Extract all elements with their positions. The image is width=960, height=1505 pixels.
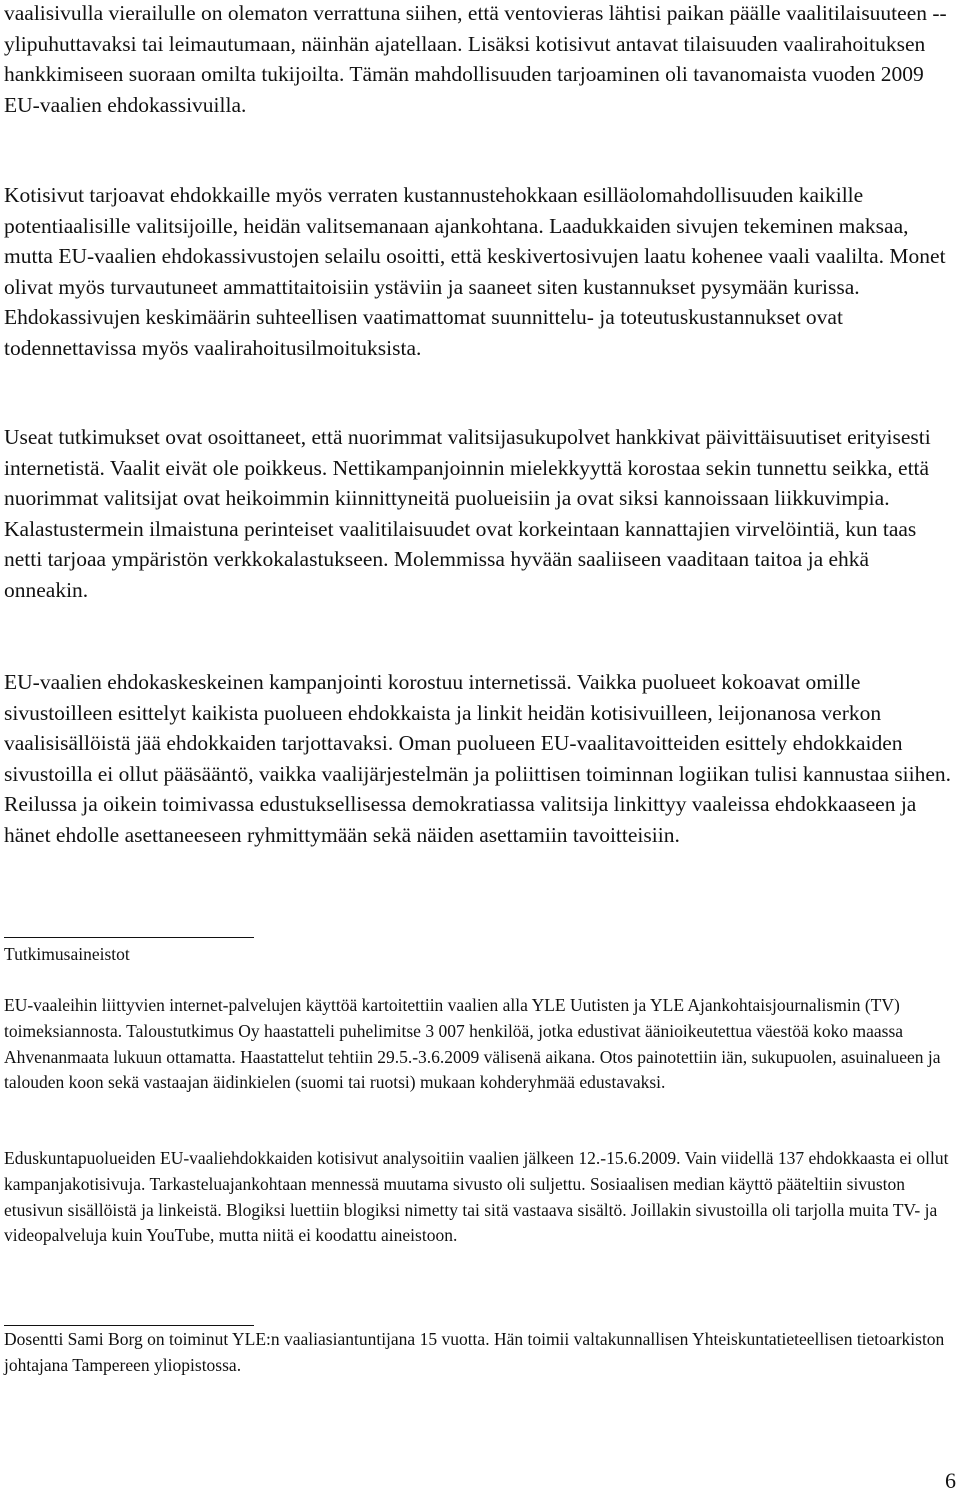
source-note-survey: EU-vaaleihin liittyvien internet-palvelujen käyttöä kartoitettiin vaalien alla YLE Uutisten ja YLE Ajankohtaisjournalismin (TV) toimeksiannosta. Taloustutkimus Oy haastatteli puhelimitse 3 007 henkilöä, jotka edustivat äänioikeutettua väestöä koko maassa Ahvenanmaata lukuun ottamatta. Haastattelut tehtiin 29.5.-3.6.2009 välisenä aikana. Otos painotettiin iän, sukupuolen, asuinalueen ja talouden koon sekä vastaajan äidinkielen (suomi tai ruotsi) mukaan kohderyhmää edustavaksi.: [4, 995, 941, 1093]
footnote-divider: [4, 937, 254, 938]
source-note-websites: Eduskuntapuolueiden EU-vaaliehdokkaiden kotisivut analysoitiin vaalien jälkeen 12.-15.6.2009. Vain viidellä 137 ehdokkaasta ei ollut kampanjakotisivuja. Tarkasteluajankohtaan mennessä muutama sivusto oli suljettu. Sosiaalisen median käyttö pääteltiin sivuston etusivun sisällöistä ja linkeistä. Blogiksi luettiin blogiksi nimetty tai sitä vastaava sisältö. Joillakin sivustoilla oli tarjolla muita TV- ja videopalveluja kuin YouTube, mutta niitä ei koodattu aineistoon.: [4, 1148, 949, 1246]
body-paragraph-1: vaalisivulla vierailulle on olematon verrattuna siihen, että ventovieras lähtisi paikan päälle vaalitilaisuuteen -- ylipuhuttavaksi tai leimautumaan, näinhän ajatellaan. Lisäksi kotisivut antavat tilaisuuden vaalirahoituksen hankkimiseen suoraan omilta tukijoilta. Tämän mahdollisuuden tarjoaminen oli tavanomaista vuoden 2009 EU-vaalien ehdokassivuilla.: [4, 1, 947, 117]
page-number: 6: [945, 1468, 956, 1493]
author-divider: [4, 1325, 254, 1326]
body-paragraph-3: Useat tutkimukset ovat osoittaneet, että nuorimmat valitsijasukupolvet hankkivat päivittäisuutiset erityisesti internetistä. Vaalit eivät ole poikkeus. Nettikampanjoinnin mielekkyyttä korostaa sekin tunnettu seikka, että nuorimmat valitsijat ovat heikoimmin kiinnittyneitä puolueisiin ja ovat siksi kannoissaan liikkuvimpia. Kalastustermein ilmaistuna perinteiset vaalitilaisuudet ovat korkeintaan kannattajien virvelöintiä, kun taas netti tarjoaa ympäristön verkkokalastukseen. Molemmissa hyvään saaliiseen vaaditaan taitoa ja ehkä onneakin.: [4, 425, 931, 602]
body-paragraph-4: EU-vaalien ehdokaskeskeinen kampanjointi korostuu internetissä. Vaikka puolueet kokoavat omille sivustoilleen esittelyt kaikista puolueen ehdokkaista ja linkit heidän kotisivuilleen, leijonanosa verkon vaalisisällöistä jää ehdokkaiden tarjottavaksi. Oman puolueen EU-vaalitavoitteiden esittely ehdokkaiden sivustoilla ei ollut pääsääntö, vaikka vaalijärjestelmän ja poliittisen toiminnan logiikan tulisi kannustaa siihen. Reilussa ja oikein toimivassa edustuksellisessa demokratiassa valitsija linkittyy vaaleissa ehdokkaaseen ja hänet ehdolle asettaneeseen ryhmittymään sekä näiden asettamiin tavoitteisiin.: [4, 670, 951, 847]
author-note: Dosentti Sami Borg on toiminut YLE:n vaaliasiantuntijana 15 vuotta. Hän toimii valtakunnallisen Yhteiskuntatieteellisen tietoarkiston johtajana Tampereen yliopistossa.: [4, 1329, 945, 1375]
sources-heading: Tutkimusaineistot: [4, 944, 130, 964]
body-paragraph-2: Kotisivut tarjoavat ehdokkaille myös verraten kustannustehokkaan esilläolomahdollisuuden kaikille potentiaalisille valitsijoille, heidän valitsemanaan ajankohtana. Laadukkaiden sivujen tekeminen maksaa, mutta EU-vaalien ehdokassivustojen selailu osoitti, että keskivertosivujen laatu kohenee vaali vaalilta. Monet olivat myös turvautuneet ammattitaitoisiin ystäviin ja saaneet siten kustannukset pysymään kurissa. Ehdokassivujen keskimäärin suhteellisen vaatimattomat suunnittelu- ja toteutuskustannukset ovat todennettavissa myös vaalirahoitusilmoituksista.: [4, 183, 946, 360]
